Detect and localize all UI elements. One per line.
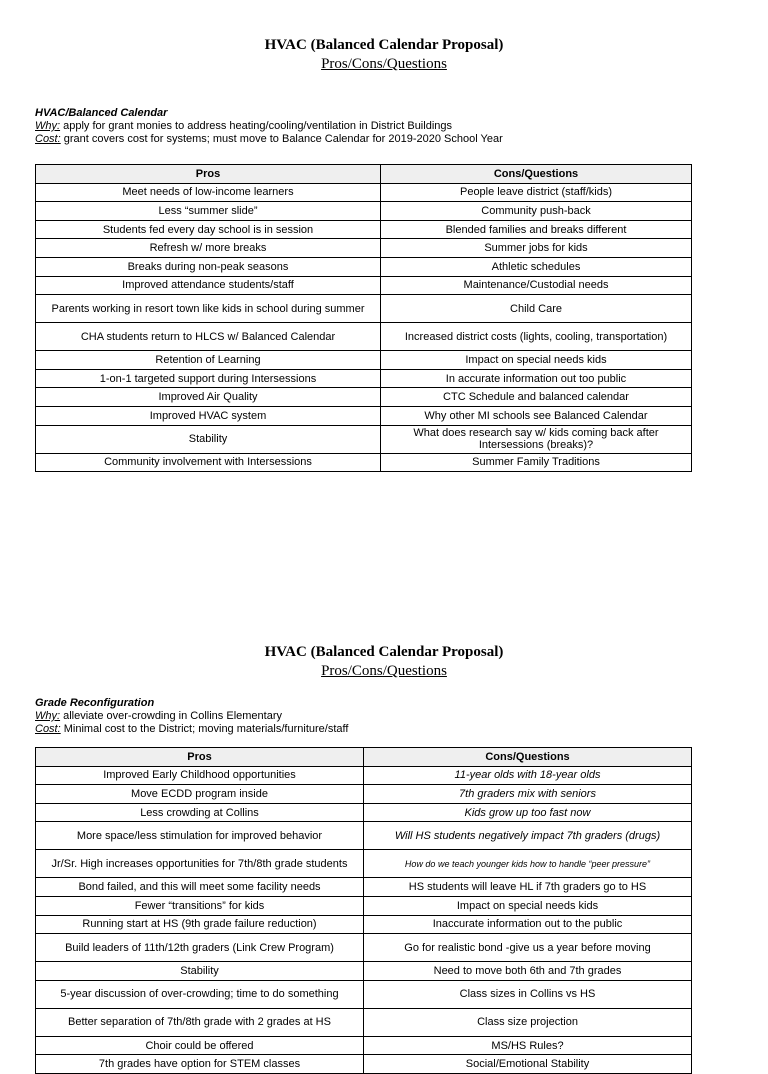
pros-cell: Improved Air Quality [36,388,381,407]
table-row [36,257,692,276]
page-title: HVAC (Balanced Calendar Proposal) [264,37,504,53]
table-row [36,406,692,425]
pros-cell: Meet needs of low-income learners [36,183,381,202]
cons-cell: Child Care [381,295,692,323]
pros-cell: Improved attendance students/staff [36,276,381,295]
table-row [36,785,692,804]
cons-cell: Impact on special needs kids [381,351,692,370]
why-label: Why: [35,120,61,132]
pros-cell: Running start at HS (9th grade failure reduction) [36,915,364,934]
cons-cell: Maintenance/Custodial needs [381,276,692,295]
table-row [36,388,692,407]
pros-cell: Stability [36,962,364,981]
cons-cell: Increased district costs (lights, cooling, transportation) [381,323,692,351]
pros-cell: Build leaders of 11th/12th graders (Link Crew Program) [36,934,364,962]
cost-line [35,723,735,736]
table-row [36,220,692,239]
pros-cell: Better separation of 7th/8th grade with 2 grades at HS [36,1008,364,1036]
proposal-info [35,107,735,146]
cons-cell: 7th graders mix with seniors [364,785,692,804]
pros-cell: Less crowding at Collins [36,803,364,822]
cons-cell: In accurate information out too public [381,369,692,388]
pros-cell: Improved HVAC system [36,406,381,425]
table-row [36,980,692,1008]
cons-cell: CTC Schedule and balanced calendar [381,388,692,407]
why-text: apply for grant monies to address heating/cooling/ventilation in District Buildings [60,120,452,132]
pros-cell: Bond failed, and this will meet some facility needs [36,878,364,897]
pros-column-header: Pros [36,165,381,184]
table-row [36,962,692,981]
cons-cell: Need to move both 6th and 7th grades [364,962,692,981]
table-row [36,202,692,221]
page-title: HVAC (Balanced Calendar Proposal) [264,644,504,660]
pros-cell: 5-year discussion of over-crowding; time to do something [36,980,364,1008]
pros-cell: Less “summer slide” [36,202,381,221]
cons-cell: MS/HS Rules? [364,1036,692,1055]
cons-column-header: Cons/Questions [364,748,692,767]
pros-cell: More space/less stimulation for improved behavior [36,822,364,850]
cons-cell: Summer Family Traditions [381,453,692,472]
cons-column-header: Cons/Questions [381,165,692,184]
table-row [36,878,692,897]
table-row [36,183,692,202]
cons-cell: Inaccurate information out to the public [364,915,692,934]
table-row [36,1055,692,1074]
why-line [35,120,735,133]
pros-cell: Jr/Sr. High increases opportunities for 7th/8th grade students [36,850,364,878]
pros-cell: Breaks during non-peak seasons [36,257,381,276]
table-row [36,369,692,388]
table-header-row [36,748,692,767]
cons-cell: How do we teach younger kids how to handle “peer pressure” [364,850,692,878]
section-heading: HVAC/Balanced Calendar [35,107,168,119]
cons-cell: Social/Emotional Stability [364,1055,692,1074]
table-row [36,295,692,323]
pros-cell: Move ECDD program inside [36,785,364,804]
cons-cell: Community push-back [381,202,692,221]
table-row [36,239,692,258]
pros-cell: CHA students return to HLCS w/ Balanced Calendar [36,323,381,351]
table-row [36,351,692,370]
section-heading: Grade Reconfiguration [35,697,155,709]
table-row [36,425,692,453]
table-row [36,850,692,878]
cost-label: Cost: [35,133,61,145]
pros-cell: Stability [36,425,381,453]
why-line [35,710,735,723]
cons-cell: Why other MI schools see Balanced Calendar [381,406,692,425]
cons-cell: Kids grow up too fast now [364,803,692,822]
cons-cell: HS students will leave HL if 7th graders go to HS [364,878,692,897]
cons-cell: 11-year olds with 18-year olds [364,766,692,785]
cost-text: Minimal cost to the District; moving materials/furniture/staff [60,723,349,735]
cons-cell: Blended families and breaks different [381,220,692,239]
pros-cell: Refresh w/ more breaks [36,239,381,258]
table-row [36,896,692,915]
cons-cell: Summer jobs for kids [381,239,692,258]
cons-cell: People leave district (staff/kids) [381,183,692,202]
pros-cell: Fewer “transitions” for kids [36,896,364,915]
cost-label: Cost: [35,723,61,735]
why-label: Why: [35,710,61,722]
pros-cell: Parents working in resort town like kids in school during summer [36,295,381,323]
pros-cell: 7th grades have option for STEM classes [36,1055,364,1074]
table-header-row [36,165,692,184]
cons-cell: Impact on special needs kids [364,896,692,915]
table-row [36,822,692,850]
table-row [36,766,692,785]
table-row [36,323,692,351]
pros-cell: Choir could be offered [36,1036,364,1055]
cons-cell: Class sizes in Collins vs HS [364,980,692,1008]
table-row [36,803,692,822]
cons-cell: Class size projection [364,1008,692,1036]
pros-column-header: Pros [36,748,364,767]
cons-cell: Athletic schedules [381,257,692,276]
table-row [36,915,692,934]
table-row [36,1008,692,1036]
cons-cell: Will HS students negatively impact 7th graders (drugs) [364,822,692,850]
cons-cell: Go for realistic bond -give us a year before moving [364,934,692,962]
pros-cell: Community involvement with Intersessions [36,453,381,472]
pros-cons-table [35,164,692,472]
cost-text: grant covers cost for systems; must move to Balance Calendar for 2019-2020 School Year [60,133,503,145]
table-row [36,1036,692,1055]
table-row [36,934,692,962]
pros-cell: 1-on-1 targeted support during Intersessions [36,369,381,388]
cons-cell: What does research say w/ kids coming back after Intersessions (breaks)? [381,425,692,453]
pros-cons-table [35,747,692,1074]
pros-cell: Retention of Learning [36,351,381,370]
cost-line [35,133,735,146]
table-row [36,276,692,295]
table-row [36,453,692,472]
proposal-info [35,697,735,736]
pros-cell: Improved Early Childhood opportunities [36,766,364,785]
pros-cell: Students fed every day school is in session [36,220,381,239]
why-text: alleviate over-crowding in Collins Elementary [60,710,282,722]
page-subtitle: Pros/Cons/Questions [321,56,447,72]
page-subtitle: Pros/Cons/Questions [321,663,447,679]
